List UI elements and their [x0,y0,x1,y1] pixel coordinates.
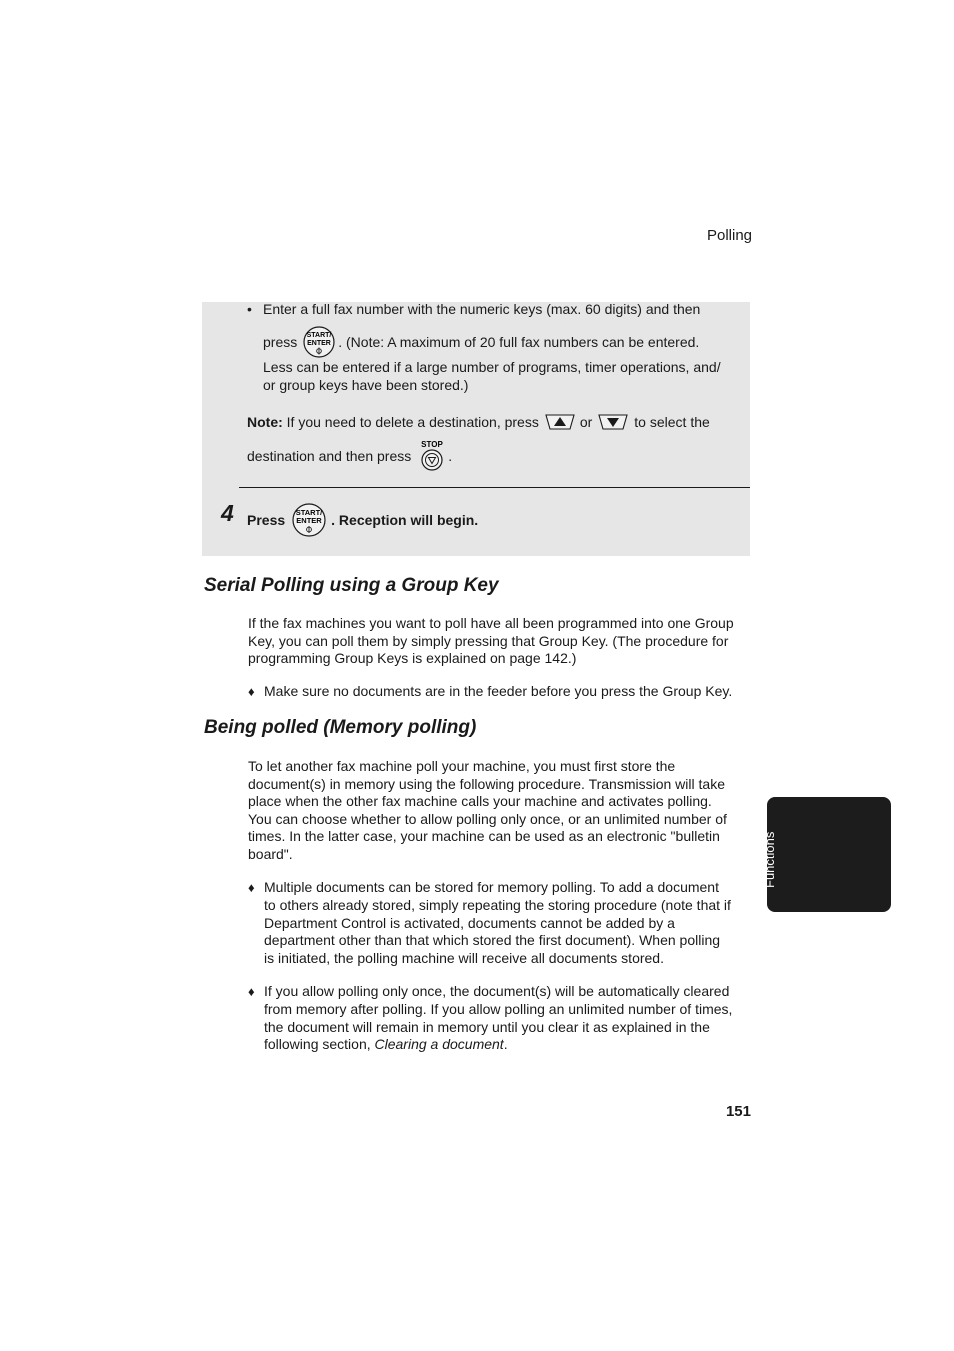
page-number: 151 [725,1103,751,1120]
list-line: If you allow polling only once, the document(s) will be automatically cleared [264,983,730,999]
list-line: is initiated, the polling machine will receive all documents stored. [264,950,664,967]
section-heading-serial-polling: Serial Polling using a Group Key [204,575,499,596]
paragraph-line: programming Group Keys is explained on page 142.) [248,650,577,667]
paragraph-line: board". [248,845,293,862]
paragraph-line: place when the other fax machine calls your machine and activates polling. [248,793,712,810]
running-header: Polling [706,227,752,244]
stop-key-label: STOP [421,440,444,449]
list-line: the document will remain in memory until you clear it as explained in the [264,1018,710,1035]
list-line: Multiple documents can be stored for memory polling. To add a document [264,879,719,895]
bullet-line-3: Less can be entered if a large number of programs, timer operations, and/ [263,359,721,375]
cross-reference: Clearing a document [374,1036,504,1053]
start-key-bottom: ENTER [296,516,322,525]
up-arrow-key-icon [545,413,575,431]
diamond-bullet-icon: ♦ [248,984,255,999]
press-word: press [263,334,298,350]
note-line-1 [247,409,710,435]
paragraph-line: Key, you can poll them by simply pressing that Group Key. (The procedure for [248,632,729,649]
list-item [264,879,746,968]
note-text-3: destination and then press [247,448,412,464]
chapter-tab-label [749,798,777,888]
list-item: Make sure no documents are in the feeder before you press the Group Key. [264,683,733,699]
paragraph-line: You can choose whether to allow polling only once, or an unlimited number of [248,810,727,827]
list-line: from memory after polling. If you allow polling an unlimited number of times, [264,1000,733,1017]
paragraph-line: document(s) in memory using the following procedure. Transmission will take [248,775,725,792]
bullet-line-2-text: . (Note: A maximum of 20 full fax numbers can be entered. [338,334,700,350]
paragraph-line: times. In the latter case, your machine can be used as an electronic "bulletin [248,828,720,845]
step-press: Press [247,512,286,528]
list-line: department other than that which stored the first document). When polling [264,932,721,949]
bullet-line-2 [263,326,699,358]
start-key-bottom: ENTER [307,340,332,347]
list-line: Department Control is activated, documents cannot be added by a [264,914,675,931]
divider-rule [239,487,750,488]
list-line-suffix: . [503,1036,508,1053]
section2-paragraph [248,758,748,864]
list-line [264,1036,746,1054]
step-number: 4 [221,500,234,526]
note-end: . [448,448,453,464]
bullet-line-4: or group keys have been stored.) [263,377,469,393]
chapter-tab-line-1: 6. Special [748,830,763,888]
start-key-top: START/ [306,332,332,339]
list-line-prefix: following section, [264,1036,375,1053]
note-text-1: If you need to delete a destination, press [282,414,539,430]
start-key-top: START/ [295,508,323,517]
bullet-dot: • [247,301,252,317]
list-line: to others already stored, simply repeating the storing procedure (note that if [264,896,731,913]
diamond-bullet-icon: ♦ [248,880,255,895]
paragraph-line: If the fax machines you want to poll have all been programmed into one Group [248,615,734,631]
step-after: . Reception will begin. [331,512,479,528]
section-heading-memory-polling: Being polled (Memory polling) [204,717,477,738]
step-4-line [247,503,478,537]
note-text-2: to select the [634,414,710,430]
chapter-tab [748,797,891,912]
stop-key-icon [419,438,445,472]
diamond-bullet-icon: ♦ [248,684,255,699]
paragraph-line: To let another fax machine poll your machine, you must first store the [248,758,676,774]
note-or: or [579,414,593,430]
chapter-tab-line-2: Functions [762,831,777,888]
section1-paragraph [248,615,748,668]
note-line-2 [247,438,452,472]
start-enter-key-icon [302,326,336,358]
down-arrow-key-icon [598,413,628,431]
start-enter-key-icon [291,503,327,537]
list-item [264,983,746,1054]
note-label: Note: [247,414,283,430]
bullet-line-1: Enter a full fax number with the numeric keys (max. 60 digits) and then [263,301,701,317]
